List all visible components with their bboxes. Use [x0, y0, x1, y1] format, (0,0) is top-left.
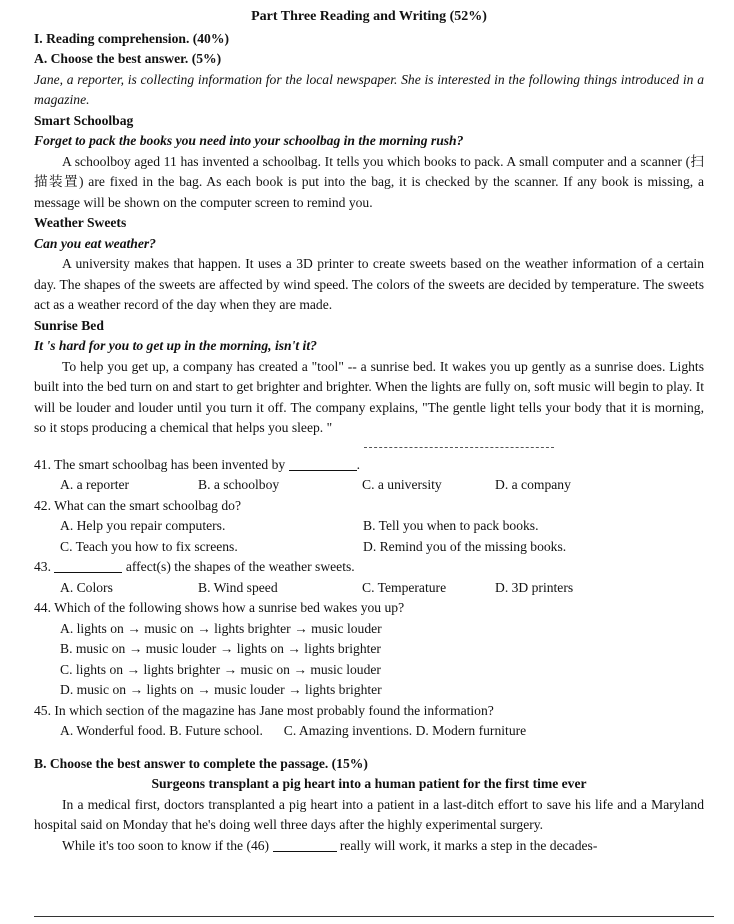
option-d[interactable]: D. music on → lights on → music louder → lights brighter — [60, 682, 382, 697]
option-c[interactable]: C. a university — [362, 477, 442, 492]
options-42 — [34, 516, 704, 557]
question-44 — [34, 598, 704, 619]
section-heading: I. Reading comprehension. (40%) — [34, 30, 229, 46]
intro-text: Jane, a reporter, is collecting information for the local newspaper. She is interested in the following things introduced in a magazine. — [34, 71, 704, 107]
option-b[interactable]: B. Wind speed — [198, 579, 278, 595]
question-number: 45. — [34, 702, 51, 718]
passage-last-line: While it's too soon to know if the (46) really will work, it marks a step in the decades- — [62, 837, 598, 853]
item-body-weather: A university makes that happen. It uses a 3D printer to create sweets based on the weather information of a certain day. The shapes of the sweets are affected by wind speed. The colors of the sweets are decided by temperature. The sweets act as a weather record of the day when they are made. — [34, 256, 704, 312]
question-number: 41. — [34, 456, 51, 472]
option-b[interactable]: B. Future school. — [169, 723, 263, 738]
item-subtitle-schoolbag: Forget to pack the books you need into your schoolbag in the morning rush? — [34, 133, 464, 148]
item-subtitle-sunrise: It 's hard for you to get up in the morning, isn't it? — [34, 338, 317, 353]
question-stem: affect(s) the shapes of the weather sweets. — [125, 559, 355, 574]
option-d[interactable]: D. 3D printers — [495, 579, 574, 595]
question-number: 42. — [34, 497, 51, 513]
option-a[interactable]: A. Wonderful food. — [60, 723, 166, 738]
item-title-weather: Weather Sweets — [34, 215, 127, 230]
option-b[interactable]: B. Tell you when to pack books. — [363, 518, 539, 533]
item-title-sunrise: Sunrise Bed — [34, 317, 104, 333]
item-subtitle-weather: Can you eat weather? — [34, 235, 156, 251]
question-41: 41. The smart schoolbag has been invented by . — [34, 456, 360, 472]
question-stem: What can the smart schoolbag do? — [54, 497, 242, 513]
page-title: Part Three Reading and Writing (52%) — [251, 9, 487, 24]
option-c[interactable]: C. lights on → lights brighter → music on → music louder — [60, 661, 381, 677]
options-43 — [34, 578, 704, 599]
option-d[interactable]: D. a company — [495, 477, 571, 492]
option-c[interactable]: C. Temperature — [362, 579, 447, 595]
answer-blank[interactable] — [289, 456, 357, 471]
part-a-heading: A. Choose the best answer. (5%) — [34, 51, 222, 66]
option-d[interactable]: D. Remind you of the missing books. — [363, 538, 567, 554]
question-number: 43. — [34, 559, 51, 574]
options-45 — [34, 721, 704, 742]
option-b[interactable]: B. a schoolboy — [198, 477, 280, 492]
question-stem: Which of the following shows how a sunrise bed wakes you up? — [54, 600, 405, 615]
divider — [364, 447, 554, 449]
answer-blank[interactable] — [54, 558, 122, 573]
option-a[interactable]: A. Colors — [60, 579, 113, 595]
question-stem: In which section of the magazine has Jane most probably found the information? — [54, 702, 494, 718]
item-body-sunrise: To help you get up, a company has created a "tool" -- a sunrise bed. It wakes you up gently as a sunrise does. Lights built into the bed turn on and start to get brighter and brighter. When the lights are fully on, soft music will begin to play. It will be louder and louder until you turn it off. The company explains, "The gentle light tells your body that it is morning, so it stops producing a chemical that helps you sleep. " — [34, 358, 704, 435]
option-c[interactable]: C. Teach you how to fix screens. — [60, 538, 238, 554]
question-42 — [34, 496, 704, 517]
question-43 — [34, 557, 704, 578]
option-d[interactable]: D. Modern furniture — [415, 723, 527, 738]
passage-title: Surgeons transplant a pig heart into a human patient for the first time ever — [151, 776, 587, 791]
option-a[interactable]: A. a reporter — [60, 477, 130, 492]
option-a[interactable]: A. lights on → music on → lights brighter → music louder — [60, 620, 382, 636]
option-c[interactable]: C. Amazing inventions. — [283, 723, 413, 738]
options-44 — [34, 619, 704, 701]
passage-body: In a medical first, doctors transplanted a pig heart into a patient in a last-ditch effort to save his life and a Maryland hospital said on Monday that he's doing well three days after the highly experimental surgery. — [34, 796, 704, 832]
part-b-heading: B. Choose the best answer to complete the passage. (15%) — [34, 755, 368, 771]
item-title-schoolbag: Smart Schoolbag — [34, 112, 134, 128]
bottom-rule — [34, 916, 714, 917]
question-45 — [34, 701, 704, 722]
answer-blank-46[interactable] — [273, 837, 337, 852]
question-stem: The smart schoolbag has been invented by — [54, 456, 286, 472]
question-number: 44. — [34, 600, 51, 615]
option-b[interactable]: B. music on → music louder → lights on → lights brighter — [60, 641, 381, 656]
option-a[interactable]: A. Help you repair computers. — [60, 518, 226, 533]
item-body-schoolbag: A schoolboy aged 11 has invented a schoolbag. It tells you which books to pack. A small computer and a scanner (扫描装置) are fixed in the bag. As each book is put into the bag, it is checked by the scanner. If any book is missing, a message will be shown on the computer screen to remind you. — [34, 153, 704, 210]
options-41 — [34, 475, 704, 496]
